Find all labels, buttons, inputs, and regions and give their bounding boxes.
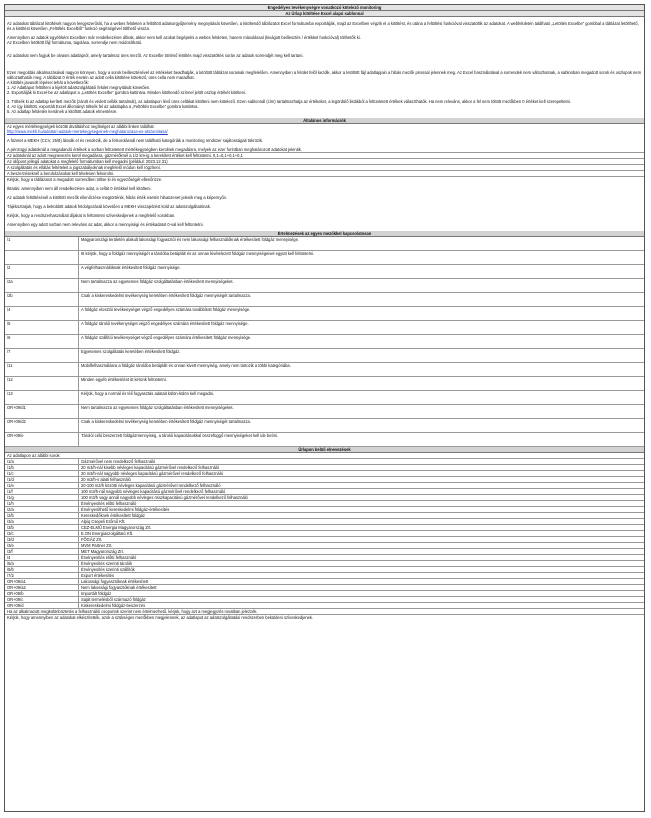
table-row [5,307,644,321]
row-code: /4 [5,555,79,560]
row-text: A végfelhasználóknak értékesített földgáz mennyisége. [81,265,181,270]
row-text: Kérjük, hogy a normál és téli fogyasztás adatait külön-külön kell megadni. [81,391,215,396]
row-text: Érvényesíthető kereskedelmi földgáz-értékesítés [81,507,170,512]
row-text: Importált földgáz [81,591,112,596]
steps-heading: A kitöltés javasolt lépései tehát a következők: [7,80,89,85]
general-line: Iktatás: amennyiben nem áll rendelkezésre adat, a cellát 0 értékkel kell kitölteni. [7,186,152,191]
row-code: /5 [5,321,79,334]
row-code: /13 [5,391,79,404]
row-text: Gázmérővel nem rendelkező felhasználó [81,459,156,464]
row-text: Alpiq Csepeli Erőmű Kft. [81,519,126,524]
row-text: Minden egyéb értékesítést itt kérünk feltüntetni. [81,377,167,382]
row-code: OR+09/d [5,603,79,608]
monitoring-sheet [4,4,645,812]
sheet-subtitle: Az Ürlap kitöltése Excel alapú sablonnal [5,11,644,17]
row-text: 20 m3/h-nál nagyobb névleges kapacitású gázmérővel rendelkező felhasználó [81,471,224,476]
step-item: 5. Az adatlap felületén kerülnek a kitöltött adatok elmentésre. [7,109,118,114]
row-text: 100 m3/h vagy annál nagyobb névleges összkapacitású gázmérővel rendelkező felhasználó [81,495,248,500]
table-row [5,321,644,335]
row-text: Kereskedőknek értékesített földgáz [81,513,145,518]
row-code: OR+09/c [5,597,79,602]
table-row [5,335,644,349]
row-text: Saját termelésből származó földgáz [81,597,146,602]
general-line: A füzetet a MEKH (CCV, 25/8) lássák el és rendezik, de a felsorolásnál nem található kategóriák a monitoring rendszer sajátosságait tükrözik. [7,138,264,143]
row-text: Tárolói célú beszerzett földgázmennyiség, a tárolói kapacitásokkal összefüggő mennyiségeket kell ide beírni. [81,433,279,438]
table-row [5,391,644,405]
intro-bullet: Az Excelben letöltött fájl formátuma, tagolása, sorrendje nem módosítható. [7,40,143,45]
row-code: /3/b [5,525,79,530]
general-line: Az egyes mértékegységek közötti átváltáshoz segítséget az alábbi linken találhat: [7,124,155,129]
row-code: /12 [5,377,79,390]
general-line: Kérjük, hogy a táblázatot a megadott sorrendben töltse ki és egyezőségét ellenőrizze. [7,177,163,182]
general-line: Az adatoknál az adott megnevezés kerül megadásra, gázmérőknél a 1/2 km-ig a kerekített értéket kell feltüntetni. 0,1=0,1+0,1+0,1 [5,153,644,159]
row-code: /1/h [5,501,79,506]
intro-paragraph: Az adatokat táblázat kitöltését nagyon leegyszerűsíti, ha a webes felületen a feltöltött adatsorgyűjtemény megnyitását követően, a kitöltendő táblázatot Excel formátumba exportálják, majd az Excelben végzik el a kitöltést, és utána a feltöltési funkcióval visszatöltik az adatokat. A webfelületen található „Letöltés Excelbe” gombbal a táblázat letölthető, és a kitöltést követően „Feltöltés Excelből” funkció segítségével tölthető vissza. [7,21,639,31]
general-line: Tájékoztatjuk, hogy a beküldött adatok feldolgozását követően a MEKH visszajelzést küld az adatszolgáltatónak. [7,204,211,209]
footer-note: Kérjük, hogy amennyiben az adatokat elkészítették, azok a szükséges mezőkben megjelennek, az adatlapot az adatszolgáltatási rendszerben beküldeni szíveskedjenek. [7,615,314,620]
row-code: /2/a [5,507,79,512]
row-text: Érvényesítés szerinti tárolók [81,561,133,566]
step-item: 3. Töltsék ki az adatlap kerített mezőit (zárolt és védett cellák tartalmát), az adatlapon lévő üres cellákat kitölteni nem kötelező. Ezen sablonnál (cím) tartalmazhatja az értékeket, a legördülő listákból a feltüntetett értékek választhatók. Ha nem releváns, akkor a fel nem töltött mezőkben 0 értéket kell szerepeltetni. [7,99,572,104]
row-code: /4 [5,307,79,320]
row-text: MVM Partner Zrt. [81,543,113,548]
row-code: OR+09/d1 [5,405,79,418]
table-row [5,279,644,293]
row-text: 20 m3/h-nál kisebb névleges kapacitású gázmérővel rendelkező felhasználó [81,465,220,470]
row-text: Érvényesítés szerinti szállítók [81,567,135,572]
row-code: /1/e [5,483,79,488]
row-code: /3/a [5,519,79,524]
row-code: /2a [5,279,79,292]
rows-section-subtitle: Az adatlapon az alábbi sorok [5,453,644,459]
row-text: Csak a kiskereskedelmi tevékenység keretében értékesített földgáz mennyiségét tartalmazza. [81,419,251,424]
step-item: 2. Exportálják ki Excel-be az adatlapot a „Letöltés Excelbe” gombra kattintva. Minden kitöltendő színnel jelölt oszlop értékét kitölteni. [7,90,246,95]
general-line: Az adatok feltöltésénél a kitöltött mezők ellenőrzése megtörténik, hibás érték esetén hibaüzenet jelenik meg a képernyőn. [7,195,228,200]
table-row [5,405,644,419]
row-code: /1/d [5,477,79,482]
row-code: /7/2 [5,573,79,578]
row-code: /1 [5,237,79,250]
explanations-table [5,237,644,447]
row-text: A földgáz szállítói tevékenységet végző engedélyes számára értékesített földgáz mennyisége. [81,335,252,340]
row-text: Mobilfelhasználásra a földgáz tárolóba betáplált és onnan kivett mennyiség, amely nem tartozik a többi kategóriába. [81,363,291,368]
row-code: /1/g [5,495,79,500]
row-code: /1/a [5,459,79,464]
row-code: /1/f [5,489,79,494]
row-text: 20 m3/h-s alatti felhasználó [81,477,131,482]
intro-paragraph: Ezen megoldás alkalmazásával nagyon könnyen, hogy a sorok beillesztésével az értékeket beadhatják, a kitöltött táblázat sorainak megfelelően. Amennyiben a felület felől kezdik, akkor a letöltött fájl adatlapjain a hibás mezők pirossal jelennek meg. Az Excel használatával a sorrendek nem változhatnak, a sablonban megadott sorok és oszlopok nem változtathatók meg. A táblázat 0 érték esetén az adott cella kitöltése kötelező, üres cella nem maradhat. [7,70,641,80]
row-code [5,251,79,264]
row-code: /6 [5,335,79,348]
row-code: OR+09/d2 [5,419,79,432]
row-text: Egyetemes szolgáltatás keretében értékesített földgáz. [81,349,181,354]
row-text: Érvényesítés előtti felhasználó [81,555,137,560]
row-text: Export értékesítés [81,573,114,578]
row-code: /2b [5,293,79,306]
row-text: 100 m3/h-nál nagyobb névleges kapacitású gázmérővel rendelkező felhasználó [81,489,226,494]
general-line: Az időpont jellegű adatokat a megfelelő formátumban kell megadni (például: 2023.12.31) [5,159,644,165]
row-code: /3/f [5,549,79,554]
row-text: A földgáz tárolói tevékenységet végző engedélyes számára értékesített földgáz mennyisége. [81,321,249,326]
row-code: /7 [5,349,79,362]
row-code: OR+09/a2 [5,585,79,590]
conversion-link[interactable]: http://www.mekh.hu/adattari-adatok-mertekegysegeinek-meghatarozasa-es-atszamitasa/ [7,129,168,134]
row-text: Magyarországi területén alakult lakossági fogyasztói és nem lakossági felhasználóknak értékesített földgáz mennyisége. [81,237,299,242]
row-text: FŐGÁZ Zrt. [81,537,103,542]
general-section-title: Általános információk [5,118,644,124]
step-item: 1. Az Adatlapot feltölteni a kijelölt adatszolgáltatói felület megnyitását követően. [7,85,151,90]
row-code: /1/c [5,471,79,476]
row-code: /5/b [5,567,79,572]
row-code: /3/c [5,531,79,536]
general-line: A beszerzéseknél a beruházásokat kell tételesen felsorolni. [5,171,644,177]
rows-section-title: Űrlapon belüli elnevezések [5,447,644,453]
table-row [5,419,644,433]
general-line: Kérjük, hogy a rendszerhasználati díjakat is feltüntetni szíveskedjenek a megfelelő sorokban. [7,213,176,218]
footer-note: Ha az alkalmazott megkülönböztetés a felhasználói csoportok szerint nem értelmezhető, kérjük, hogy azt a megjegyzés rovatban jelezzék. [5,609,644,615]
row-code: OR+09/e [5,433,79,446]
row-text: A földgáz elosztói tevékenységet végző engedélyes számára továbbított földgáz mennyisége. [81,307,251,312]
row-text: 20-100 m3/h közötti névleges kapacitású gázmérővel rendelkező felhasználó [81,483,221,488]
general-line: A pénzügyi adatoknál a megadandó értékek a sorban feltüntetett mértékegységben kerülnek megadásra, melyek az ezer forintban meghatározott adatokat jelentik. [5,147,644,153]
row-text: E.ON Energiaszolgáltató Kft. [81,531,134,536]
row-code: /3/e [5,543,79,548]
row-text: Itt kérjük, hogy a földgáz mennyiségét a tárolóba betáplált és az onnan kivételezett földgáz mennyiségeivel együtt kell feltüntetni. [81,251,315,256]
row-text: Nem tartalmazza az egyetemes földgáz szolgáltatásban értékesített mennyiségeket. [81,279,234,284]
table-row [5,349,644,363]
table-row [5,265,644,279]
table-row [5,251,644,265]
row-text: Csak a kiskereskedelmi tevékenység keretében értékesített földgáz mennyiségét tartalmazza. [81,293,251,298]
row-text: Nem tartalmazza az egyetemes földgáz szolgáltatásban értékesített mennyiségeket. [81,405,234,410]
row-text: CEZ-ELMŰ Energia Magyarország Zrt. [81,525,152,530]
step-item: 4. Az így kitöltött, exportált Excel állományt töltsék fel az adatlapba a „Feltöltés Excelbe” gombra kattintva. [7,104,199,109]
table-row [5,237,644,251]
intro-bullet: Amennyiben az adatok egyébként Excelben már rendelkezésre állnak, akkor nem kell azokat begépelni a webes felületen, hanem másolással (kivágott beillesztés / értékkel funkcióval) tölthetők ki. [7,35,361,40]
row-code: OR+09/b [5,591,79,596]
row-code: OR+09/a1 [5,579,79,584]
row-code: /1/b [5,465,79,470]
row-text: Érvényesítés előtti felhasználó [81,501,137,506]
general-line: Amennyiben egy adott sorban nem releváns az adat, akkor a mennyiségi és értékadatot 0-val kell feltüntetni. [7,222,204,227]
intro-bullet: Az adatokat nem fogjuk be olvasni adatlapról, amely tartalmaz üres mezőt. Az Excelbe történő letöltés majd visszatöltés során az adatok sorrendjét meg kell tartani. [7,53,304,58]
row-text: MET Magyarország Zrt. [81,549,124,554]
general-line: A szolgáltatás és ellátás feltételeit a jogszabályoknak megfelelő módon kell rögzíteni. [5,165,644,171]
table-row [5,377,644,391]
row-text: Nem lakossági fogyasztóknak értékesített [81,585,157,590]
row-code: /11 [5,363,79,376]
table-row [5,433,644,447]
sheet-title: Engedélyes tevékenységre vonatkozó kötelező monitoring [5,5,644,11]
row-text: Lakossági fogyasztóknak értékesített [81,579,149,584]
table-row [5,363,644,377]
row-code: /2/b [5,513,79,518]
names-table [5,459,644,609]
row-text: Kiskereskedelmi földgáz-beszerzés [81,603,146,608]
table-row [5,293,644,307]
row-code: /5/a [5,561,79,566]
explanations-section-title: Értelmezések az egyes mezőkkel kapcsolatosan [5,231,644,237]
row-code: /3/d [5,537,79,542]
row-code: /2 [5,265,79,278]
